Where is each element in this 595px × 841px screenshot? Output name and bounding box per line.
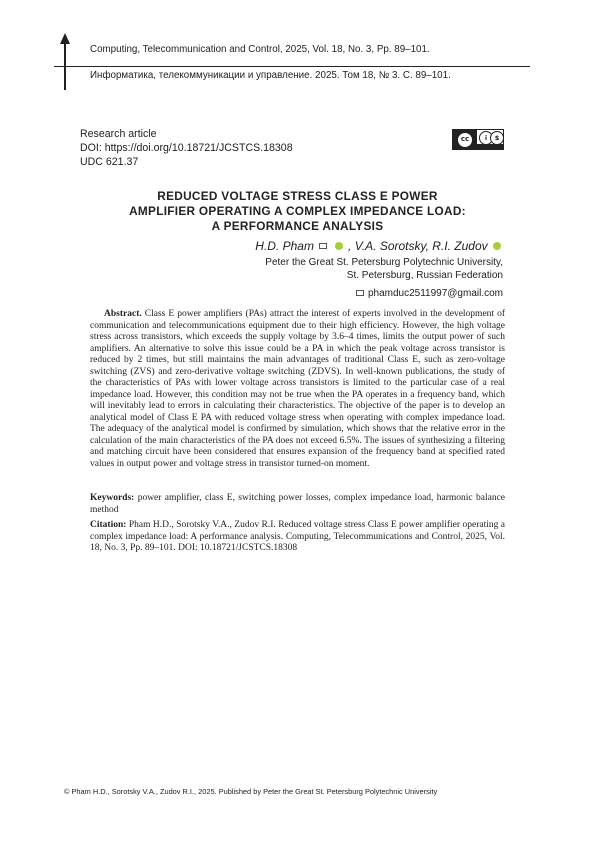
cc-by-icon: i	[479, 131, 493, 145]
abstract	[90, 309, 505, 470]
author-3: R.I. Zudov	[432, 238, 488, 253]
abstract-text: Class E power amplifiers (PAs) attract the interest of experts involved in the development of communication and telecommunications equipment due to their high efficiency. However, the high voltage stress across transistors, which exceeds the supply voltage by 3.6–4 times, limits the output power of such amplifiers. An alternative to solve this issue could be a PA in which the peak voltage across transistor is reduced by 2 times, but still maintains the main advantages of traditional Class E, such as zero-voltage switching (ZVS) and zero-derivative voltage switching (ZDVS). In well-known publications, the study of the characteristics of PAs with lower voltage across transistors is limited to the particular case of a real impedance load. However, this condition may not be true when the PA operates in a frequency band, which will inevitably lead to errors in calculating their characteristics. The objective of the paper is to develop an analytical model of Class E PA with reduced voltage stress when operating with complex impedance load. The adequacy of the analytical model is confirmed by simulation, which shows that the relative error in the calculation of the main characteristics of the PA does not exceed 6.5%. The issues of synthesizing a filtering and matching circuit have been considered that ensures expansion of the frequency band at specified rated values in output power and voltage stress in transistor turned-on moment.	[90, 309, 505, 469]
affiliation-line-1: Peter the Great St. Petersburg Polytechnic University,	[265, 257, 503, 268]
citation-text: Pham H.D., Sorotsky V.A., Zudov R.I. Reduced voltage stress Class E power amplifier operating a complex impedance load: A performance analysis. Computing, Telecommunications and Control, 2025, Vol. 18, No. 3, Pp. 89–101. DOI: 10.18721/JCSTCS.18308	[90, 520, 506, 553]
citation	[90, 520, 505, 555]
title-line-3: A PERFORMANCE ANALYSIS	[211, 219, 384, 233]
envelope-icon	[356, 290, 364, 296]
authors	[255, 238, 503, 253]
email-icon[interactable]	[319, 243, 327, 249]
keywords-text: power amplifier, class E, switching power losses, complex impedance load, harmonic balance method	[90, 493, 506, 515]
cc-logo-icon: cc	[457, 132, 473, 148]
abstract-label: Abstract.	[104, 309, 142, 319]
title-line-1: REDUCED VOLTAGE STRESS CLASS E POWER	[157, 189, 438, 203]
cc-badge-bar	[477, 144, 503, 149]
orcid-icon[interactable]	[493, 242, 501, 250]
orcid-icon[interactable]	[335, 242, 343, 250]
doi-link[interactable]: DOI: https://doi.org/10.18721/JCSTCS.18308	[80, 142, 293, 154]
udc-code: UDC 621.37	[80, 156, 139, 168]
copyright-footer: © Pham H.D., Sorotsky V.A., Zudov R.I., 2025. Published by Peter the Great St. Petersburg Polytechnic University	[64, 787, 438, 796]
journal-citation-ru: Информатика, телекоммуникации и управление. 2025. Том 18, № 3. С. 89–101.	[90, 70, 451, 81]
citation-label: Citation:	[90, 520, 127, 530]
cc-nc-icon: $	[490, 131, 504, 145]
affiliation-line-2: St. Petersburg, Russian Federation	[346, 270, 503, 281]
article-type: Research article	[80, 128, 157, 140]
keywords-label: Keywords:	[90, 493, 135, 503]
author-separator: ,	[348, 238, 352, 253]
author-1: H.D. Pham	[255, 238, 314, 253]
journal-citation-en: Computing, Telecommunication and Control, 2025, Vol. 18, No. 3, Pp. 89–101.	[90, 44, 430, 55]
keywords	[90, 493, 505, 516]
corresponding-email	[354, 288, 503, 299]
cc-by-nc-icon[interactable]	[452, 129, 504, 150]
author-2: V.A. Sorotsky,	[354, 238, 429, 253]
header-horizontal-rule	[54, 66, 530, 67]
title-line-2: AMPLIFIER OPERATING A COMPLEX IMPEDANCE LOAD:	[129, 204, 466, 218]
email-address[interactable]: phamduc2511997@gmail.com	[367, 288, 503, 299]
